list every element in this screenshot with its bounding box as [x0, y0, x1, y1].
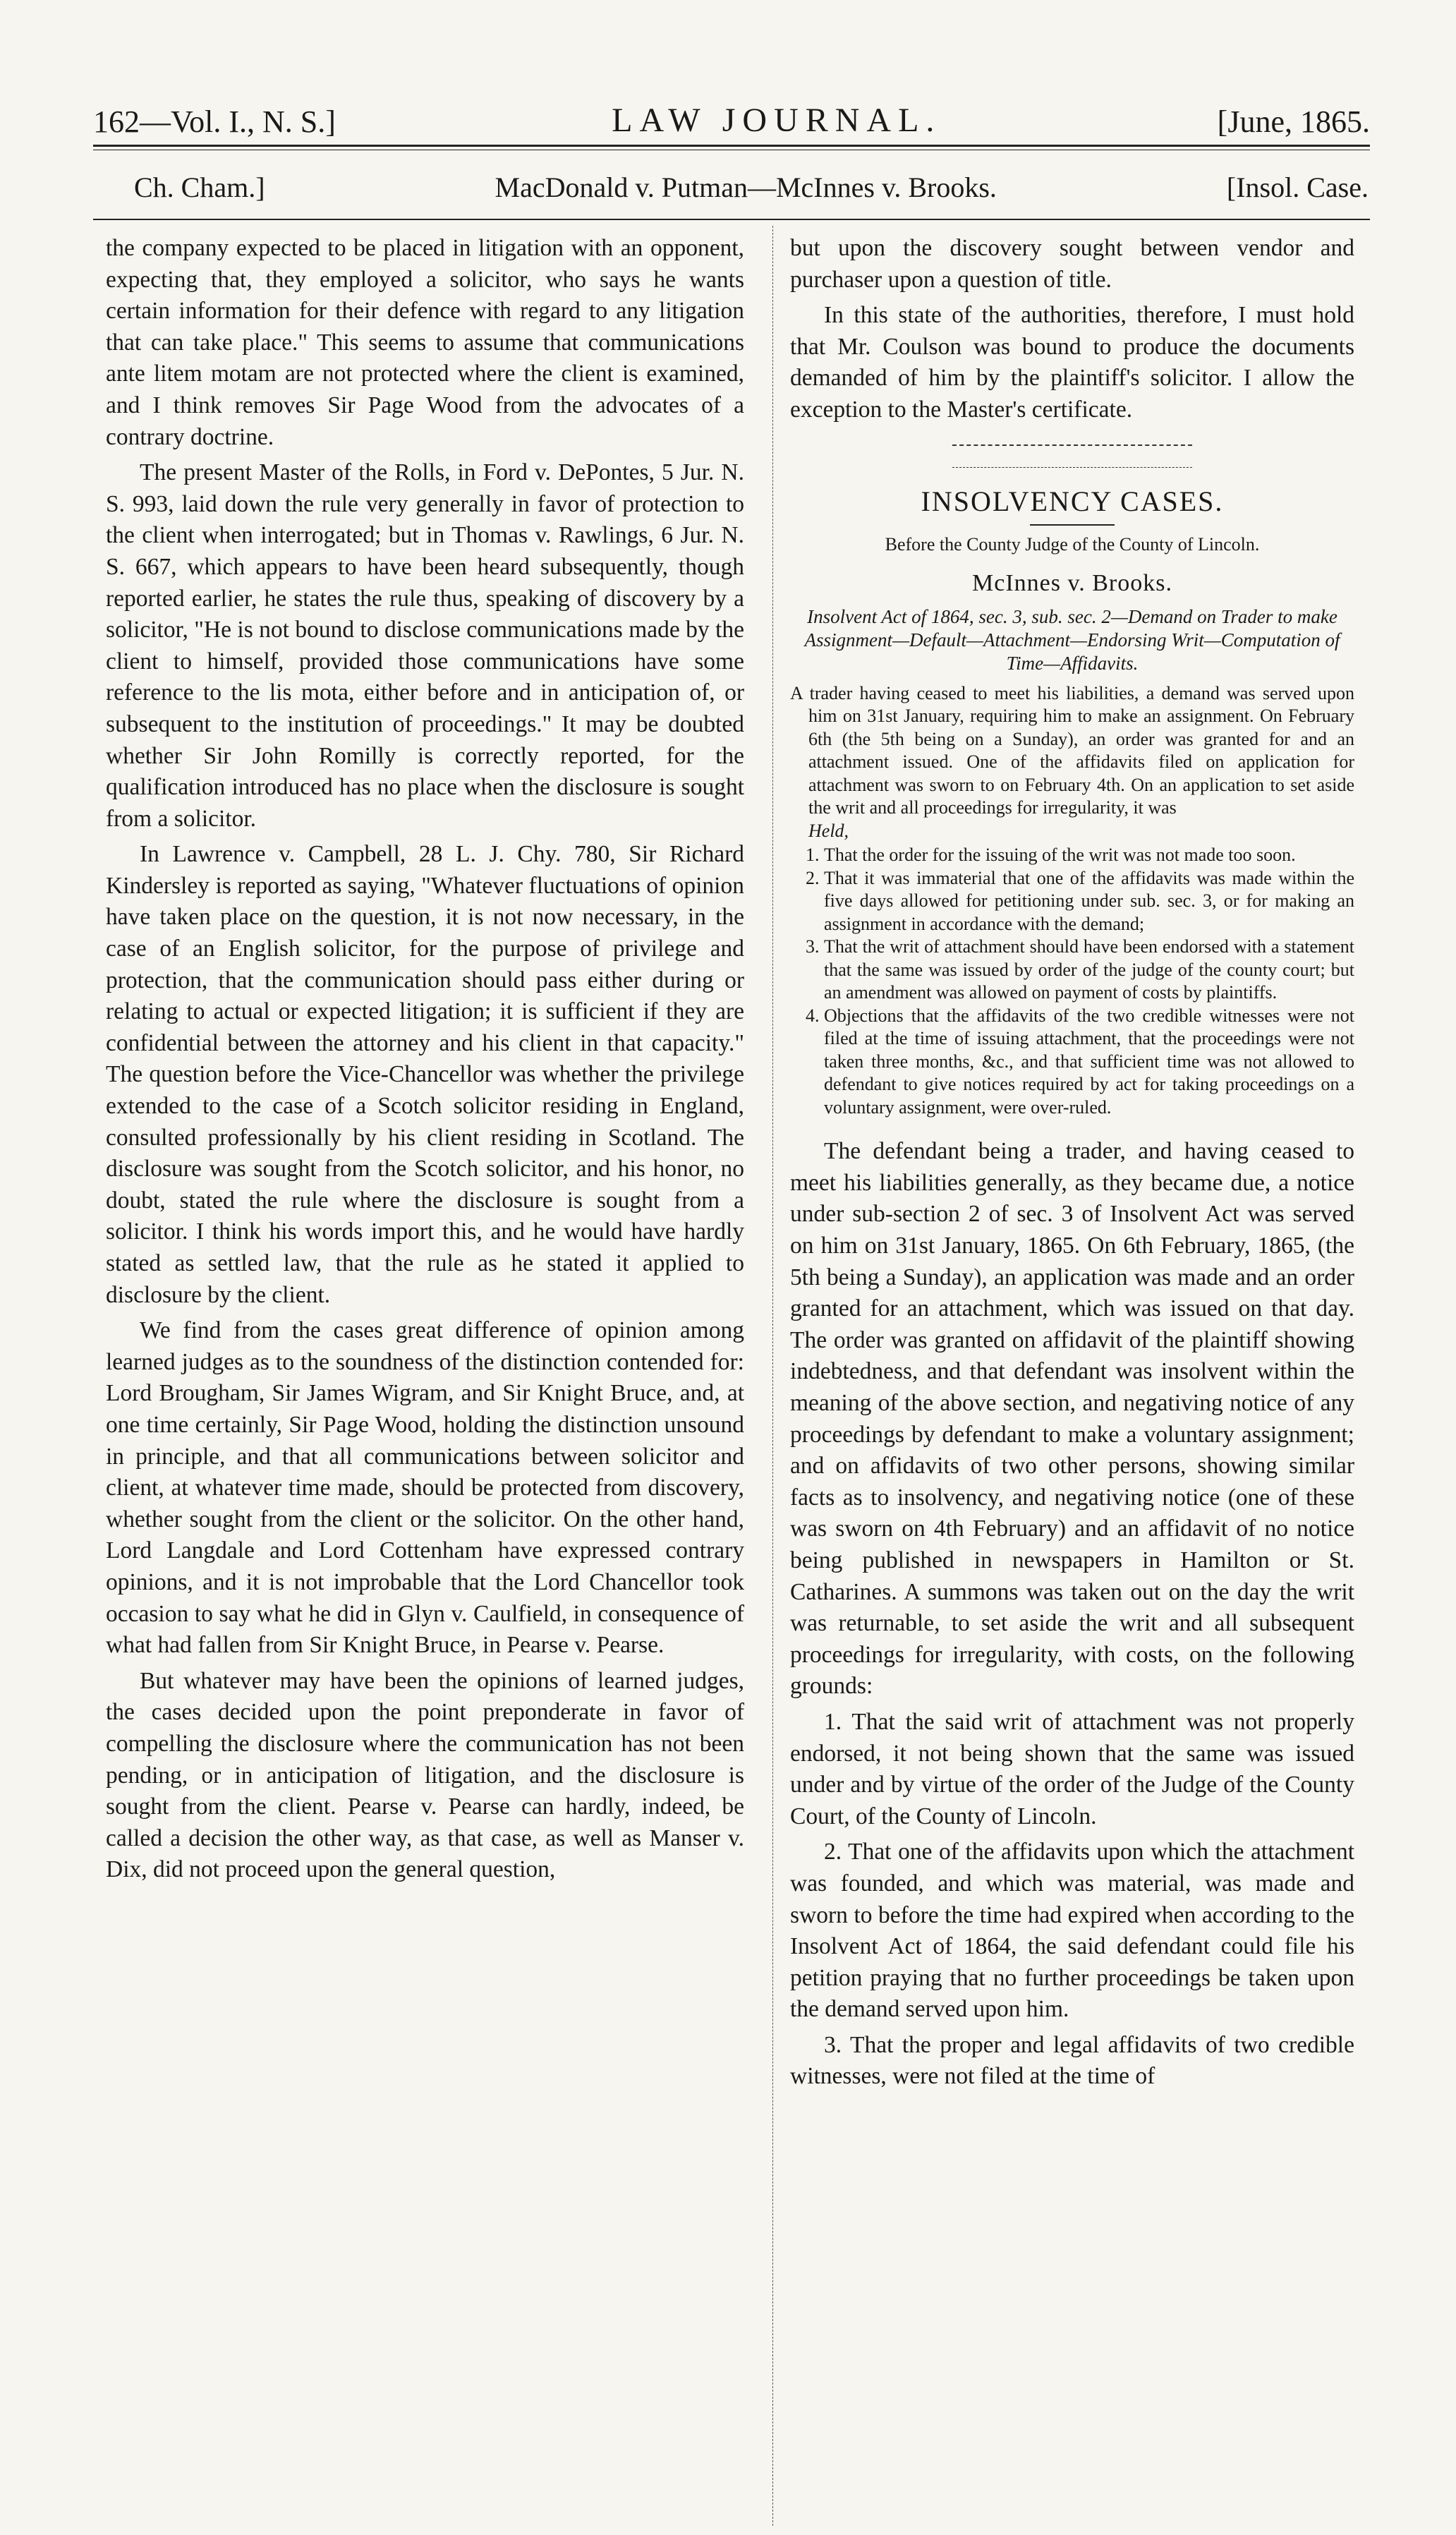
subheader-rule: [93, 219, 1370, 220]
paragraph: We find from the cases great difference of opinion among learned judges as to the soundness of the distinction contended for: Lord Brougham, Sir James Wigram, and Sir Knight Bruce, and, at one time certainly, Sir Page Wood, holding the distinction unsound in principle, and that all communications between solicitor and client, at whatever time made, should be protected from discovery, whether sought from the client or the solicitor. On the other hand, Lord Langdale and Lord Cottenham have expressed contrary opinions, and it is not improbable that the Lord Chancellor took occasion to say what he did in Glyn v. Caulfield, in consequence of what had fallen from Sir Knight Bruce, in Pearse v. Pearse.: [106, 1317, 744, 1659]
held-label: Held,: [808, 820, 849, 841]
paragraph: The present Master of the Rolls, in Ford v. DePontes, 5 Jur. N. S. 993, laid down the rule very generally in favor of protection to the client when interrogated; but in Thomas v. Rawlings, 6 Jur. N. S. 667, which appears to have been heard subsequently, though reported earlier, he states the rule thus, speaking of discovery by a solicitor, "He is not bound to disclose communications made by the client to himself, provided those communications have some reference to the lis mota, either before and in anticipation of, or subsequent to the institution of proceedings." It may be doubted whether Sir John Romilly is correctly reported, for the qualification introduced has no place when the disclosure is sought from a solicitor.: [106, 459, 744, 832]
section-rule: [1030, 524, 1115, 526]
court-line: Before the County Judge of the County of Lincoln.: [885, 534, 1260, 555]
paragraph: but upon the discovery sought between vendor and purchaser upon a question of title.: [790, 235, 1354, 293]
headnote-points: [790, 844, 1354, 1119]
paragraph: 2. That one of the affidavits upon which the attachment was founded, and which was material, was made and sworn to before the time had expired when according to the Insolvent Act of 1864, the said defendant could file his petition praying that no further proceedings be taken upon the demand served upon him.: [790, 1839, 1354, 2023]
headnote-point: 3. That the writ of attachment should have been endorsed with a statement that the same was issued by order of the judge of the county court; but an amendment was allowed on payment of costs by plaintiffs.: [824, 936, 1354, 1005]
paragraph: 3. That the proper and legal affidavits of two credible witnesses, were not filed at the time of: [790, 2031, 1354, 2090]
left-column: [106, 233, 744, 1886]
header-rule: [93, 145, 1370, 147]
running-header: [93, 83, 1370, 140]
paragraph: But whatever may have been the opinions of learned judges, the cases decided upon the point preponderate in favor of compelling the disclosure where the communication has not been pending, or in anticipation of litigation, and the disclosure is sought from the client. Pearse v. Pearse can hardly, indeed, be called a decision the other way, as that case, as well as Manser v. Dix, did not proceed upon the general question,: [106, 1667, 744, 1883]
headnote-heading: Insolvent Act of 1864, sec. 3, sub. sec. 2—Demand on Trader to make Assignment—Default—Attachment—Endorsing Writ—Computation of Time—Affidavits.: [804, 605, 1340, 674]
section-title: INSOLVENCY CASES.: [921, 485, 1224, 517]
paragraph: In this state of the authorities, therefore, I must hold that Mr. Coulson was bound to produce the documents demanded of him by the plaintiff's solicitor. I allow the exception to the Master's certificate.: [790, 302, 1354, 423]
case-title: McInnes v. Brooks.: [972, 570, 1172, 597]
headnote-point: 1. That the order for the issuing of the writ was not made too soon.: [824, 844, 1354, 867]
section-ornament: [952, 444, 1192, 468]
case-header: [134, 166, 1369, 208]
column-divider: [772, 226, 773, 2526]
header-volume: 162—Vol. I., N. S.]: [93, 104, 336, 139]
right-column: [790, 233, 1354, 2093]
paragraph: The defendant being a trader, and having ceased to meet his liabilities generally, as they became due, a notice under sub-section 2 of sec. 3 of Insolvent Act was served on him on 31st January, 1865. On 6th February, 1865, (the 5th being a Sunday), an application was made and an order granted for an attachment, which was issued on that day. The order was granted on affidavit of the plaintiff showing indebtedness, and that defendant was insolvent within the meaning of the above section, and negativing notice of any proceedings by defendant to make a voluntary assignment; and on affidavits of two other persons, showing similar facts as to insolvency, and negativing notice (one of these was sworn on 4th February) and an affidavit of no notice being published in newspapers in Hamilton or St. Catharines. A summons was taken out on the day the writ was returnable, to set aside the writ and all subsequent proceedings for irregularity, with costs, on the following grounds:: [790, 1138, 1354, 1700]
case-names: MacDonald v. Putman—McInnes v. Brooks.: [495, 171, 997, 203]
headnote-point: 2. That it was immaterial that one of the affidavits was made within the five days allowed for petitioning under sub. sec. 3, or for making an assignment in accordance with the demand;: [824, 867, 1354, 936]
journal-title: LAW JOURNAL.: [612, 102, 942, 139]
case-type: [Insol. Case.: [1226, 171, 1369, 203]
court-label: Ch. Cham.]: [134, 171, 265, 203]
headnote-point: 4. Objections that the affidavits of the two credible witnesses were not filed at the time of issuing attachment, that the proceedings were not taken three months, &c., and that sufficient time was not allowed to defendant to give notices required by act for taking proceedings on a voluntary assignment, were over-ruled.: [824, 1005, 1354, 1120]
paragraph: In Lawrence v. Campbell, 28 L. J. Chy. 780, Sir Richard Kindersley is reported as saying, "Whatever fluctuations of opinion have taken place on the question, it is not now necessary, in the case of an English solicitor, for the purpose of privilege and protection, that the communication should pass either during or relating to actual or expected litigation; it is sufficient if they are confidential between the attorney and his client in that capacity." The question before the Vice-Chancellor was whether the privilege extended to the case of a Scotch solicitor residing in England, consulted professionally by his client residing in Scotland. The disclosure was sought from the Scotch solicitor, and his honor, no doubt, stated the rule where the disclosure is sought from a solicitor. I think his words import this, and he would have hardly stated as settled law, that the rule as he stated it applied to disclosure by the client.: [106, 841, 744, 1308]
paragraph: 1. That the said writ of attachment was not properly endorsed, it not being shown that the same was issued under and by virtue of the order of the Judge of the County Court, of the County of Lincoln.: [790, 1708, 1354, 1829]
headnote: [790, 682, 1354, 1120]
headnote-intro: A trader having ceased to meet his liabilities, a demand was served upon him on 31st January, requiring him to make an assignment. On February 6th (the 5th being on a Sunday), an order was granted for and an attachment issued. One of the affidavits filed on application for attachment was sworn to on February 4th. On an application to set aside the writ and all proceedings for irregularity, it was: [790, 682, 1354, 818]
paragraph: the company expected to be placed in litigation with an opponent, expecting that, they employed a solicitor, who says he wants certain information for their defence with regard to any litigation that can take place." This seems to assume that communications ante litem motam are not protected where the client is examined, and I think removes Sir Page Wood from the advocates of a contrary doctrine.: [106, 235, 744, 450]
header-date: [June, 1865.: [1217, 104, 1370, 139]
